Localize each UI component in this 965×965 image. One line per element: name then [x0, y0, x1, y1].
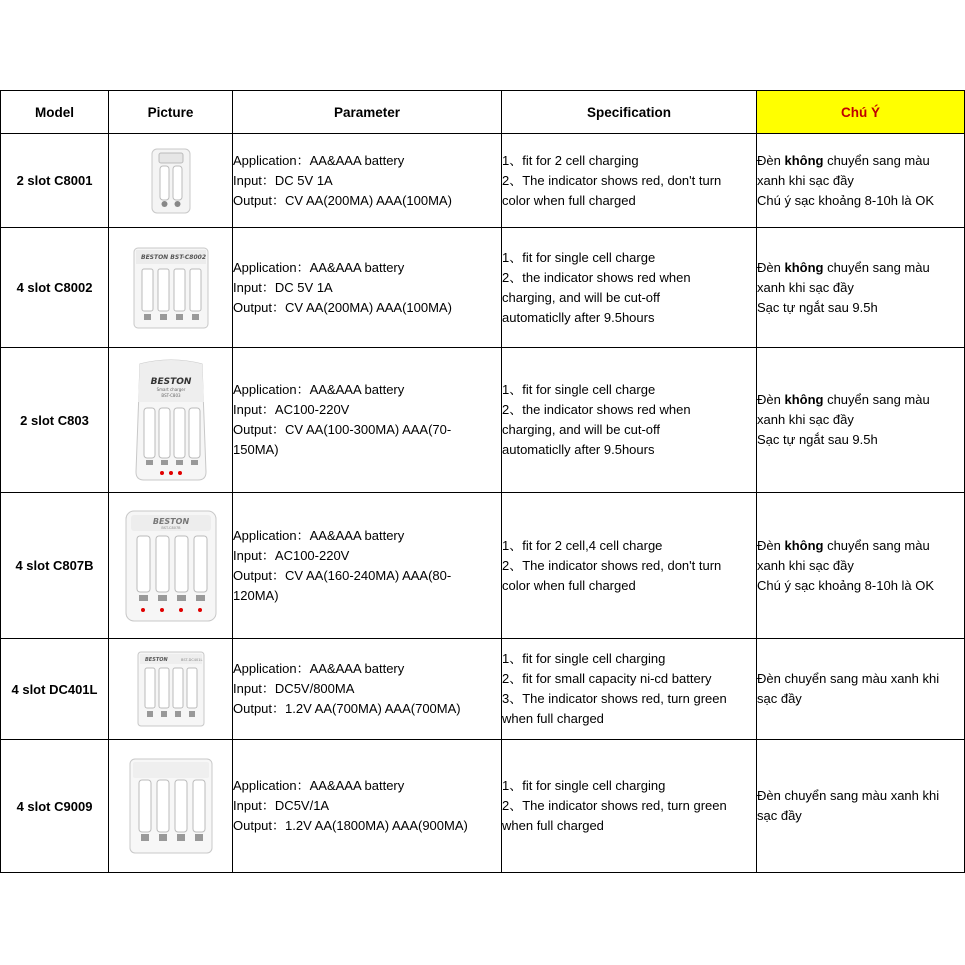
parameter-line: Application：AA&AAA battery	[233, 661, 405, 676]
note-emphasis: không	[784, 537, 824, 553]
table-row	[1, 348, 965, 493]
brand-label: BESTON	[152, 516, 189, 526]
parameter-line: Output：CV AA(200MA) AAA(100MA)	[233, 299, 452, 315]
header-note: Chú Ý	[757, 91, 965, 134]
spec-line: charging, and will be cut-off	[502, 289, 661, 305]
charger-4-slot-flat-image	[137, 651, 205, 727]
note-text: chuyển sang màu	[823, 152, 930, 168]
note-text: chuyển sang màu	[823, 537, 930, 553]
header-specification: Specification	[502, 91, 757, 134]
model-cell: 4 slot C807B	[1, 493, 109, 639]
note-cell	[757, 639, 965, 740]
spec-line: when full charged	[502, 711, 604, 726]
table-row	[1, 493, 965, 639]
table-row	[1, 639, 965, 740]
note-emphasis: không	[784, 392, 824, 407]
note-line: Chú ý sạc khoảng 8-10h là OK	[757, 192, 935, 208]
note-emphasis: không	[784, 259, 824, 275]
picture-cell	[109, 639, 233, 740]
specification-cell	[502, 134, 757, 228]
parameter-cell	[233, 639, 502, 740]
note-line	[757, 258, 964, 278]
picture-cell	[109, 740, 233, 873]
note-line: Sạc tự ngắt sau 9.5h	[757, 432, 878, 447]
spec-line: 1、fit for single cell charge	[502, 249, 656, 265]
charger-4-slot-image	[133, 247, 209, 329]
note-line: Sạc tự ngắt sau 9.5h	[757, 299, 878, 315]
spec-table	[0, 90, 965, 873]
header-parameter: Parameter	[233, 91, 502, 134]
note-line: Chú ý sạc khoảng 8-10h là OK	[757, 577, 935, 593]
model-cell: 2 slot C803	[1, 348, 109, 493]
picture-cell	[109, 134, 233, 228]
spec-line: when full charged	[502, 818, 604, 833]
specification-cell	[502, 348, 757, 493]
charger-2-slot-image	[151, 148, 191, 214]
spec-line: 1、fit for single cell charge	[502, 382, 656, 397]
note-text: Đèn	[757, 152, 785, 168]
header-picture: Picture	[109, 91, 233, 134]
table-row	[1, 740, 965, 873]
parameter-line: Application：AA&AAA battery	[233, 382, 405, 397]
parameter-line: Input：DC 5V 1A	[233, 279, 333, 295]
model-cell: 4 slot C8002	[1, 228, 109, 348]
parameter-cell	[233, 740, 502, 873]
note-line: sạc đầy	[757, 808, 802, 823]
parameter-cell	[233, 228, 502, 348]
note-cell	[757, 134, 965, 228]
spec-line: 2、fit for small capacity ni-cd battery	[502, 671, 712, 686]
spec-line: 1、fit for 2 cell charging	[502, 152, 639, 168]
parameter-line: Output：CV AA(100-300MA) AAA(70-	[233, 422, 452, 437]
spec-line: color when full charged	[502, 577, 636, 593]
note-cell	[757, 493, 965, 639]
note-text: chuyển sang màu	[823, 392, 930, 407]
model-label: BST-DC401L	[180, 658, 202, 662]
parameter-line: Output：1.2V AA(1800MA) AAA(900MA)	[233, 818, 468, 833]
picture-cell	[109, 348, 233, 493]
parameter-line: Output：CV AA(160-240MA) AAA(80-	[233, 567, 452, 583]
note-line: xanh khi sạc đầy	[757, 557, 854, 573]
spec-line: 2、the indicator shows red when	[502, 269, 691, 285]
spec-line: 3、The indicator shows red, turn green	[502, 691, 727, 706]
charger-4-slot-large-image	[125, 510, 217, 622]
spec-line: automaticlly after 9.5hours	[502, 309, 655, 325]
specification-cell	[502, 639, 757, 740]
note-emphasis: không	[784, 152, 824, 168]
parameter-line: 120MA)	[233, 587, 279, 603]
parameter-line: Input：AC100-220V	[233, 402, 350, 417]
note-text: Đèn	[757, 259, 785, 275]
parameter-line: Input：DC5V/1A	[233, 798, 330, 813]
spec-line: 2、The indicator shows red, turn green	[502, 798, 727, 813]
spec-line: automaticlly after 9.5hours	[502, 442, 655, 457]
note-text: Đèn	[757, 392, 785, 407]
parameter-cell	[233, 493, 502, 639]
parameter-line: 150MA)	[233, 442, 279, 457]
parameter-line: Input：DC5V/800MA	[233, 681, 355, 696]
spec-line: charging, and will be cut-off	[502, 422, 661, 437]
note-line: xanh khi sạc đầy	[757, 172, 854, 188]
parameter-line: Output：CV AA(200MA) AAA(100MA)	[233, 192, 452, 208]
charger-4-slot-tall-image	[132, 358, 210, 482]
model-label: BST-C807B	[160, 525, 181, 530]
parameter-line: Application：AA&AAA battery	[233, 259, 405, 275]
parameter-line: Application：AA&AAA battery	[233, 778, 405, 793]
spec-line: 1、fit for single cell charging	[502, 778, 666, 793]
note-line: Đèn chuyển sang màu xanh khi	[757, 671, 940, 686]
spec-line: 2、the indicator shows red when	[502, 402, 691, 417]
note-text: Đèn	[757, 537, 785, 553]
note-cell	[757, 740, 965, 873]
note-line: sạc đầy	[757, 691, 802, 706]
table-row	[1, 228, 965, 348]
model-cell: 4 slot DC401L	[1, 639, 109, 740]
parameter-line: Output：1.2V AA(700MA) AAA(700MA)	[233, 701, 461, 716]
note-cell	[757, 228, 965, 348]
parameter-cell	[233, 134, 502, 228]
note-line	[757, 390, 964, 410]
sub-label: Smart charger	[156, 387, 185, 392]
parameter-line: Input：AC100-220V	[233, 547, 350, 563]
spec-line: 2、The indicator shows red, don't turn	[502, 557, 722, 573]
note-text: chuyển sang màu	[823, 259, 930, 275]
model-cell: 2 slot C8001	[1, 134, 109, 228]
note-line: xanh khi sạc đầy	[757, 279, 854, 295]
specification-cell	[502, 228, 757, 348]
parameter-line: Input：DC 5V 1A	[233, 172, 333, 188]
header-model: Model	[1, 91, 109, 134]
spec-line: 1、fit for single cell charging	[502, 651, 666, 666]
parameter-line: Application：AA&AAA battery	[233, 527, 405, 543]
table-row	[1, 134, 965, 228]
charger-4-slot-plain-image	[129, 758, 213, 854]
note-line	[757, 536, 964, 556]
parameter-line: Application：AA&AAA battery	[233, 152, 405, 168]
spec-line: color when full charged	[502, 192, 636, 208]
parameter-cell	[233, 348, 502, 493]
picture-cell	[109, 228, 233, 348]
brand-label: BESTON	[150, 377, 191, 387]
specification-cell	[502, 740, 757, 873]
brand-label: BESTON BST-C8002	[140, 253, 206, 261]
model-cell: 4 slot C9009	[1, 740, 109, 873]
spec-line: 2、The indicator shows red, don't turn	[502, 172, 722, 188]
note-line: xanh khi sạc đầy	[757, 412, 854, 427]
specification-cell	[502, 493, 757, 639]
note-line	[757, 151, 964, 171]
spec-line: 1、fit for 2 cell,4 cell charge	[502, 537, 663, 553]
note-line: Đèn chuyển sang màu xanh khi	[757, 788, 940, 803]
model-label: BST-C803	[160, 393, 181, 398]
brand-label: BESTON	[144, 657, 168, 663]
note-cell	[757, 348, 965, 493]
picture-cell	[109, 493, 233, 639]
header-row	[1, 91, 965, 134]
